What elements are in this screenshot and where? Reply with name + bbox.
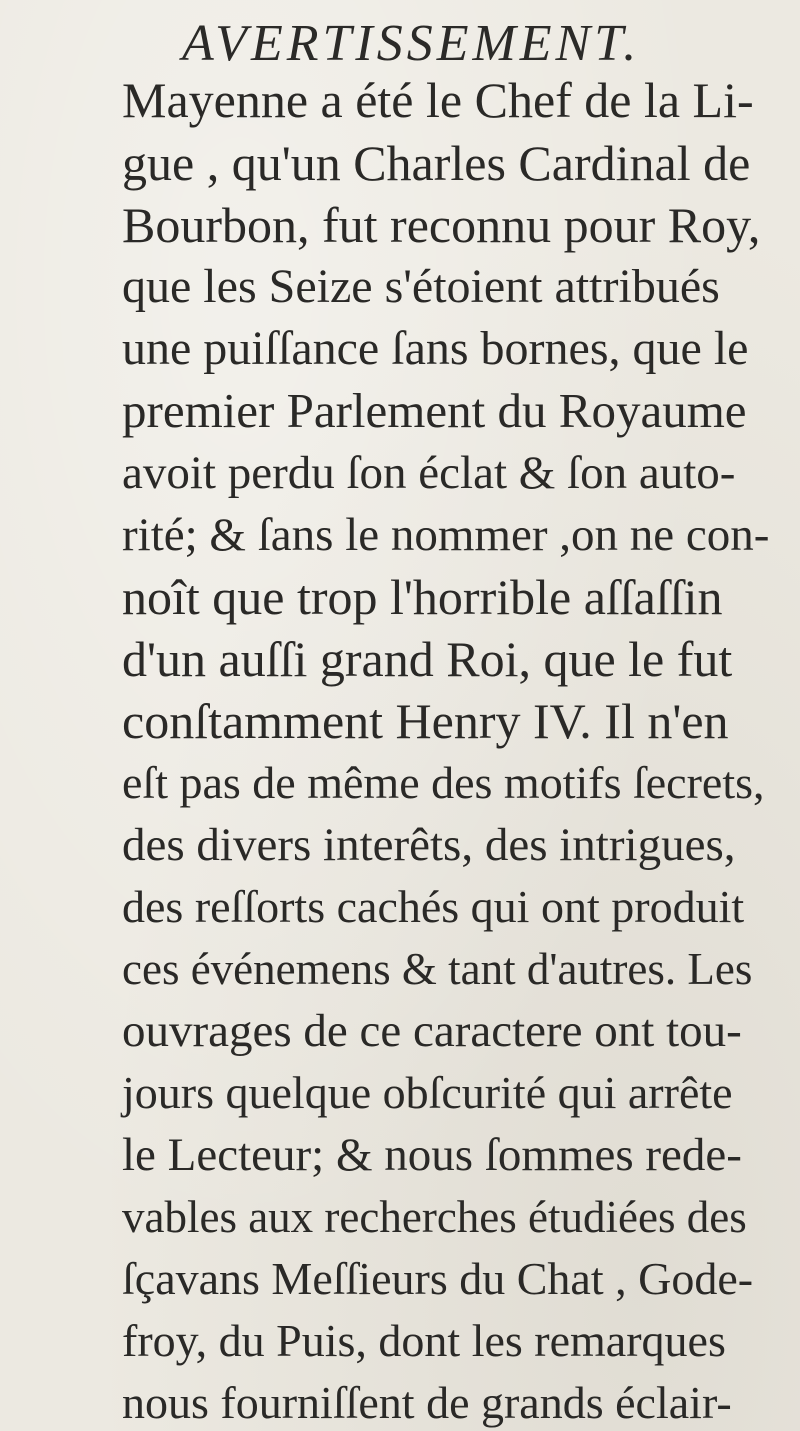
text-line: noît que trop l'horrible aſſaſſin bbox=[122, 569, 723, 625]
text-line: Mayenne a été le Chef de la Li- bbox=[122, 72, 754, 128]
text-line: ces événemens & tant d'autres. Les bbox=[122, 944, 753, 994]
text-line: vables aux recherches étudiées des bbox=[122, 1192, 747, 1242]
text-line: gue , qu'un Charles Cardinal de bbox=[122, 135, 751, 191]
text-line: rité; & ſans le nommer ,on ne con- bbox=[122, 509, 770, 561]
text-line: ouvrages de ce caractere ont tou- bbox=[122, 1005, 742, 1057]
text-line: nous fourniſſent de grands éclair- bbox=[122, 1377, 732, 1428]
page-heading: AVERTISSEMENT. bbox=[182, 15, 641, 72]
text-line: des divers interêts, des intrigues, bbox=[122, 819, 736, 871]
text-line: Bourbon, fut reconnu pour Roy, bbox=[122, 197, 761, 253]
text-line: d'un auſſi grand Roi, que le fut bbox=[122, 631, 733, 687]
text-line: le Lecteur; & nous ſommes rede- bbox=[122, 1129, 742, 1181]
text-line: conſtamment Henry IV. Il n'en bbox=[122, 693, 729, 749]
text-line: ſçavans Meſſieurs du Chat , Gode- bbox=[122, 1253, 754, 1304]
text-line: jours quelque obſcurité qui arrête bbox=[122, 1067, 733, 1118]
text-line: des reſſorts cachés qui ont produit bbox=[122, 881, 745, 932]
text-line: premier Parlement du Royaume bbox=[122, 383, 747, 438]
text-line: que les Seize s'étoient attribués bbox=[122, 260, 720, 313]
text-line: froy, du Puis, dont les remarques bbox=[122, 1315, 726, 1366]
text-line: avoit perdu ſon éclat & ſon auto- bbox=[122, 447, 736, 499]
text-line: une puiſſance ſans bornes, que le bbox=[122, 322, 749, 375]
text-line: eſt pas de même des motifs ſecrets, bbox=[122, 757, 765, 808]
